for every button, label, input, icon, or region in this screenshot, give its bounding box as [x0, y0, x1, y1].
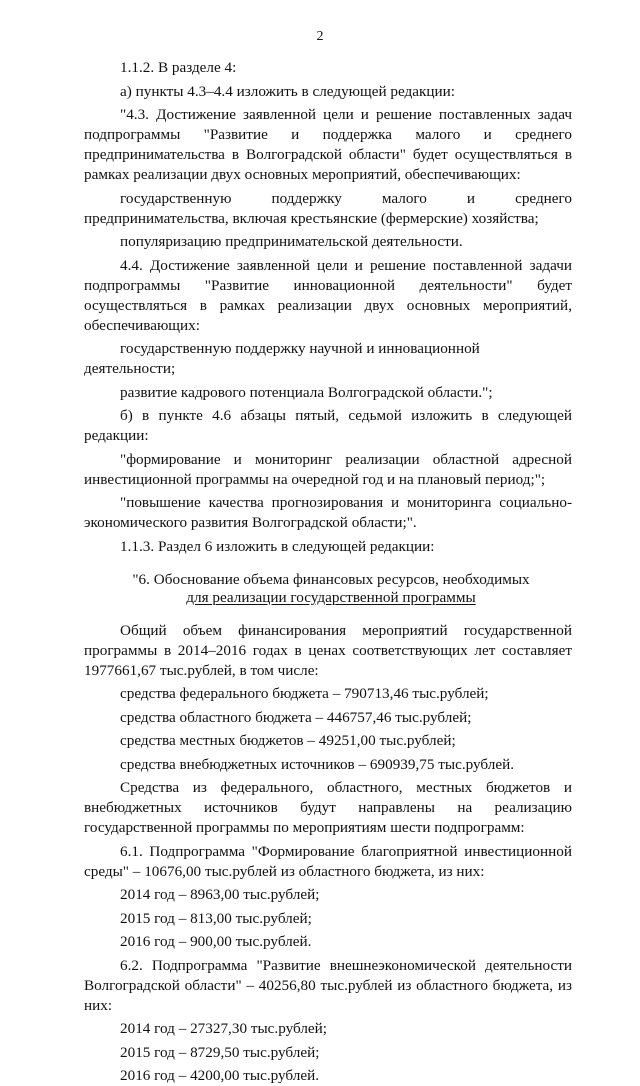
paragraph: 2016 год – 900,00 тыс.рублей.	[84, 932, 572, 952]
section-heading-line1: "6. Обоснование объема финансовых ресурсов, необходимых	[90, 571, 572, 589]
paragraph: 2016 год – 4200,00 тыс.рублей.	[84, 1066, 572, 1086]
paragraph: "повышение качества прогнозирования и мониторинга социально-экономического развития Волгоградской области;".	[84, 493, 572, 533]
paragraph: Общий объем финансирования мероприятий государственной программы в 2014–2016 годах в ценах соответствующих лет составляет 1977661,67 тыс.рублей, в том числе:	[84, 621, 572, 681]
section-heading	[84, 571, 572, 607]
paragraph: 2015 год – 813,00 тыс.рублей;	[84, 909, 572, 929]
paragraph: 1.1.2. В разделе 4:	[84, 58, 572, 78]
paragraph: развитие кадрового потенциала Волгоградской области.";	[84, 383, 572, 403]
paragraph: 2014 год – 8963,00 тыс.рублей;	[84, 885, 572, 905]
paragraph: популяризацию предпринимательской деятельности.	[84, 232, 572, 252]
paragraph: "формирование и мониторинг реализации областной адресной инвестиционной программы на очередной год и на плановый период;";	[84, 450, 572, 490]
paragraph: 1.1.3. Раздел 6 изложить в следующей редакции:	[84, 537, 572, 557]
paragraph: средства федерального бюджета – 790713,46 тыс.рублей;	[84, 684, 572, 704]
paragraph: а) пункты 4.3–4.4 изложить в следующей редакции:	[84, 82, 572, 102]
amendments-block	[84, 58, 572, 557]
paragraph: Средства из федерального, областного, местных бюджетов и внебюджетных источников будут направлены на реализацию государственной программы по мероприятиям шести подпрограмм:	[84, 778, 572, 838]
paragraph: 2015 год – 8729,50 тыс.рублей;	[84, 1043, 572, 1063]
paragraph: 4.4. Достижение заявленной цели и решение поставленной задачи подпрограммы "Развитие инновационной деятельности" будет осуществляться в рамках реализации двух основных мероприятий, обеспечивающих:	[84, 256, 572, 336]
paragraph: б) в пункте 4.6 абзацы пятый, седьмой изложить в следующей редакции:	[84, 406, 572, 446]
financing-block	[84, 621, 572, 1086]
paragraph: 6.2. Подпрограмма "Развитие внешнеэкономической деятельности Волгоградской области" – 40256,80 тыс.рублей из областного бюджета, из них:	[84, 956, 572, 1016]
section-heading-line2: для реализации государственной программы	[186, 589, 475, 606]
paragraph: 6.1. Подпрограмма "Формирование благоприятной инвестиционной среды" – 10676,00 тыс.рублей из областного бюджета, из них:	[84, 842, 572, 882]
paragraph: государственную поддержку научной и инновационной деятельности;	[84, 339, 572, 379]
page-number: 2	[0, 27, 640, 47]
paragraph: средства областного бюджета – 446757,46 тыс.рублей;	[84, 708, 572, 728]
paragraph: государственную поддержку малого и среднего предпринимательства, включая крестьянские (фермерские) хозяйства;	[84, 189, 572, 229]
paragraph: 2014 год – 27327,30 тыс.рублей;	[84, 1019, 572, 1039]
paragraph: средства местных бюджетов – 49251,00 тыс.рублей;	[84, 731, 572, 751]
paragraph: "4.3. Достижение заявленной цели и решение поставленных задач подпрограммы "Развитие и поддержка малого и среднего предпринимательства в Волгоградской области" будет осуществляться в рамках реализации двух основных мероприятий, обеспечивающих:	[84, 105, 572, 185]
paragraph: средства внебюджетных источников – 690939,75 тыс.рублей.	[84, 755, 572, 775]
